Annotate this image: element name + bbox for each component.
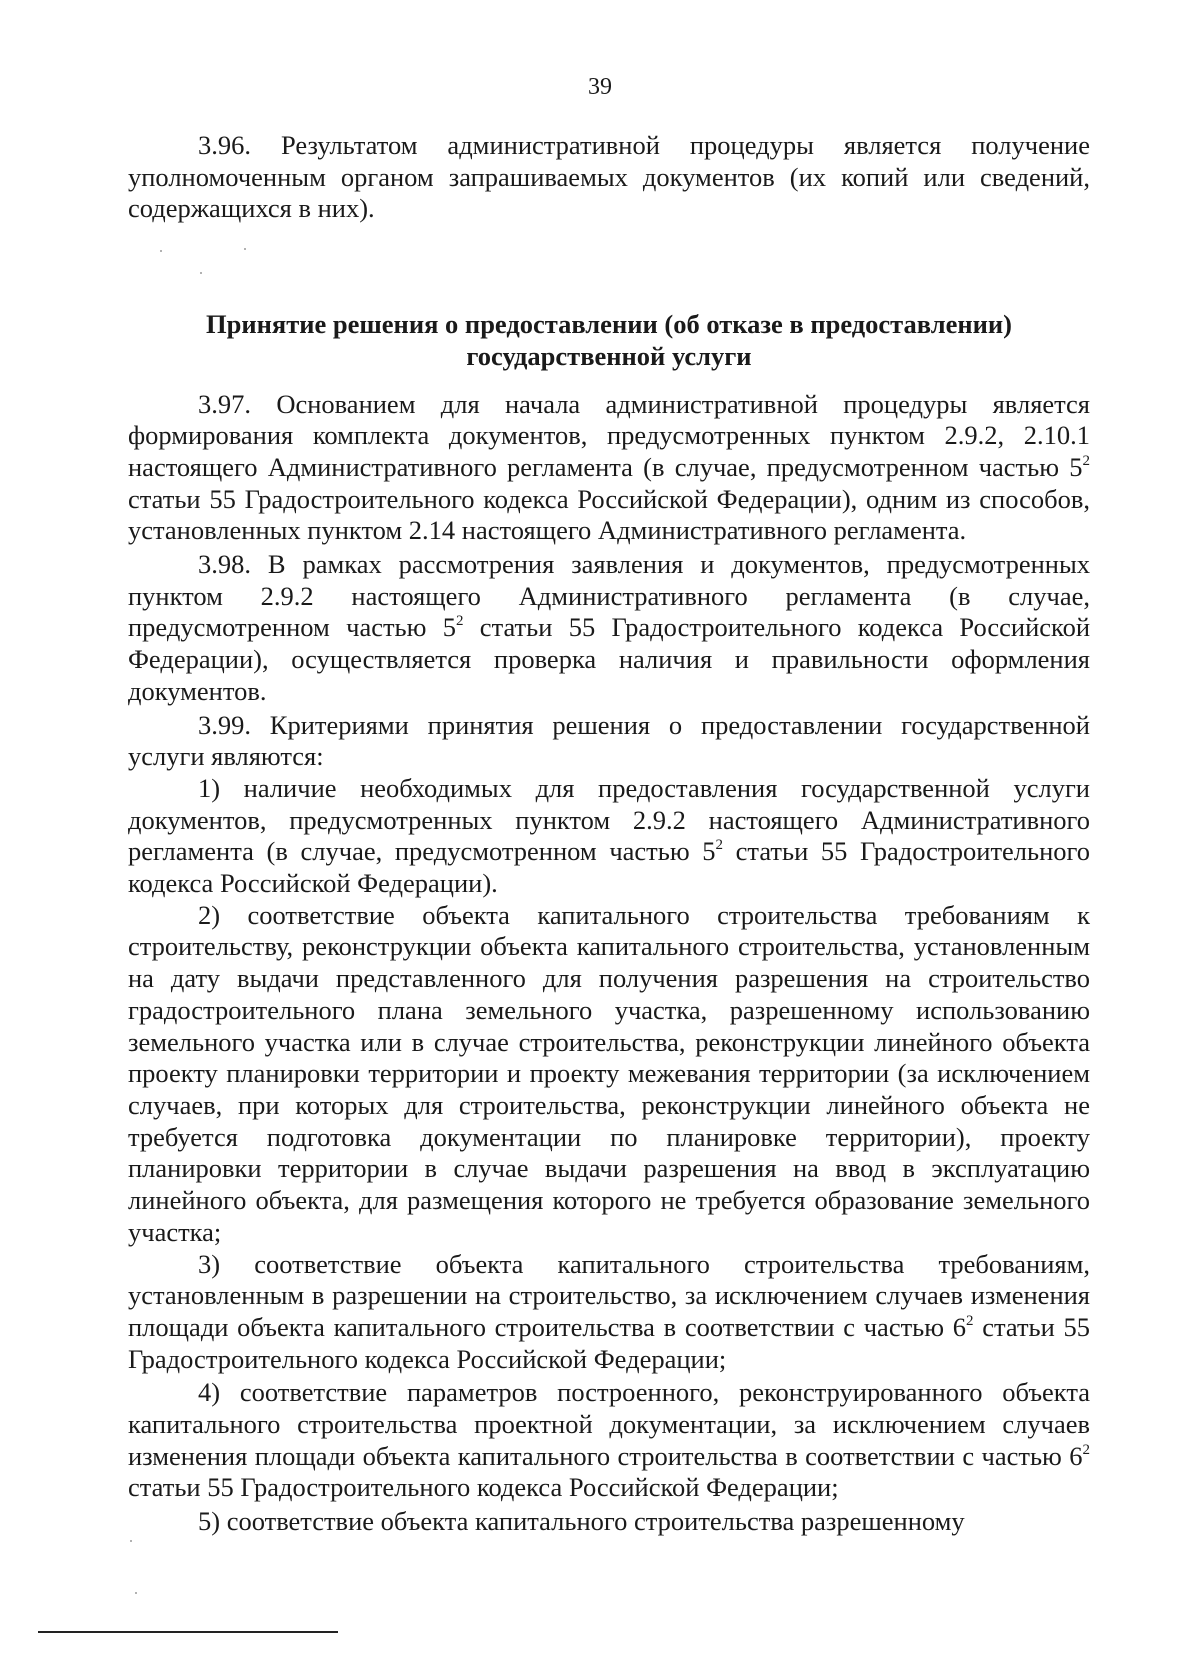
page-number: 39 xyxy=(588,74,612,100)
paragraph-3-99: 3.99. Критериями принятия решения о предоставлении государственной услуги являются: xyxy=(128,709,1090,772)
footnote-divider xyxy=(38,1631,338,1633)
section-heading xyxy=(128,309,1090,372)
paragraph-3-96: 3.96. Результатом административной процедуры является получение уполномоченным органом запрашиваемых документов (их копий или сведений, содержащихся в них). xyxy=(128,130,1090,224)
paragraph-3-98-text-a: 3.98. В рамках рассмотрения заявления и документов, предусмотренных пунктом 2.9.2 настоящего Административного регламента (в случае, предусмотренном частью 5 xyxy=(128,549,1090,643)
paragraph-3-97-text-b: статьи 55 Градостроительного кодекса Российской Федерации), одним из способов, установленных пунктом 2.14 настоящего Административного регламента. xyxy=(128,483,1090,546)
scan-speck xyxy=(244,248,246,250)
list-item-4-text-a: 4) соответствие параметров построенного, реконструированного объекта капитального строительства проектной документации, за исключением случаев изменения площади объекта капитального строительства в соответствии с частью 6 xyxy=(128,1377,1090,1471)
scan-speck xyxy=(135,1592,137,1594)
paragraph-3-98-text-b: статьи 55 Градостроительного кодекса Российской Федерации), осуществляется проверка наличия и правильности оформления документов. xyxy=(128,612,1090,706)
scan-speck xyxy=(160,250,162,252)
scan-speck xyxy=(130,1540,132,1542)
superscript: 2 xyxy=(456,613,464,630)
list-item-4 xyxy=(128,1377,1090,1504)
superscript: 2 xyxy=(1082,452,1090,469)
list-item-2: 2) соответствие объекта капитального строительства требованиям к строительству, реконструкции объекта капитального строительства, установленным на дату выдачи представленного для получения разрешения на строительство градостроительного плана земельного участка, разрешенному использованию земельного участка или в случае строительства, реконструкции линейного объекта проекту планировки территории и проекту межевания территории (за исключением случаев, при которых для строительства, реконструкции линейного объекта не требуется подготовка документации по планировке территории), проекту планировки территории в случае выдачи разрешения на ввод в эксплуатацию линейного объекта, для размещения которого не требуется образование земельного участка; xyxy=(128,899,1090,1247)
paragraph-3-98 xyxy=(128,549,1090,708)
superscript: 2 xyxy=(715,837,724,854)
paragraph-3-97-text-a: 3.97. Основанием для начала административной процедуры является формирования комплекта документов, предусмотренных пунктом 2.9.2, 2.10.1 настоящего Административного регламента (в случае, предусмотренном частью 5 xyxy=(128,388,1090,482)
list-item-5: 5) соответствие объекта капитального строительства разрешенному xyxy=(198,1506,965,1537)
superscript: 2 xyxy=(1082,1441,1090,1458)
list-item-1-text-b: статьи 55 Градостроительного кодекса Российской Федерации). xyxy=(128,836,1090,899)
section-heading-line-2: государственной услуги xyxy=(466,340,752,371)
list-item-1 xyxy=(128,773,1090,900)
list-item-4-text-b: статьи 55 Градостроительного кодекса Российской Федерации; xyxy=(128,1472,839,1503)
paragraph-3-97 xyxy=(128,389,1090,548)
page-content xyxy=(128,130,1090,1538)
scan-speck xyxy=(200,272,202,274)
list-item-3 xyxy=(128,1249,1090,1376)
list-item-1-text-a: 1) наличие необходимых для предоставления государственной услуги документов, предусмотренных пунктом 2.9.2 настоящего Административного регламента (в случае, предусмотренном частью 5 xyxy=(128,772,1090,867)
list-item-3-text-a: 3) соответствие объекта капитального строительства требованиям, установленным в разрешении на строительство, за исключением случаев изменения площади объекта капитального строительства в соответствии с частью 6 xyxy=(128,1248,1090,1342)
list-item-3-text-b: статьи 55 Градостроительного кодекса Российской Федерации; xyxy=(128,1311,1090,1374)
superscript: 2 xyxy=(966,1312,974,1329)
section-heading-line-1: Принятие решения о предоставлении (об отказе в предоставлении) xyxy=(206,309,1012,340)
